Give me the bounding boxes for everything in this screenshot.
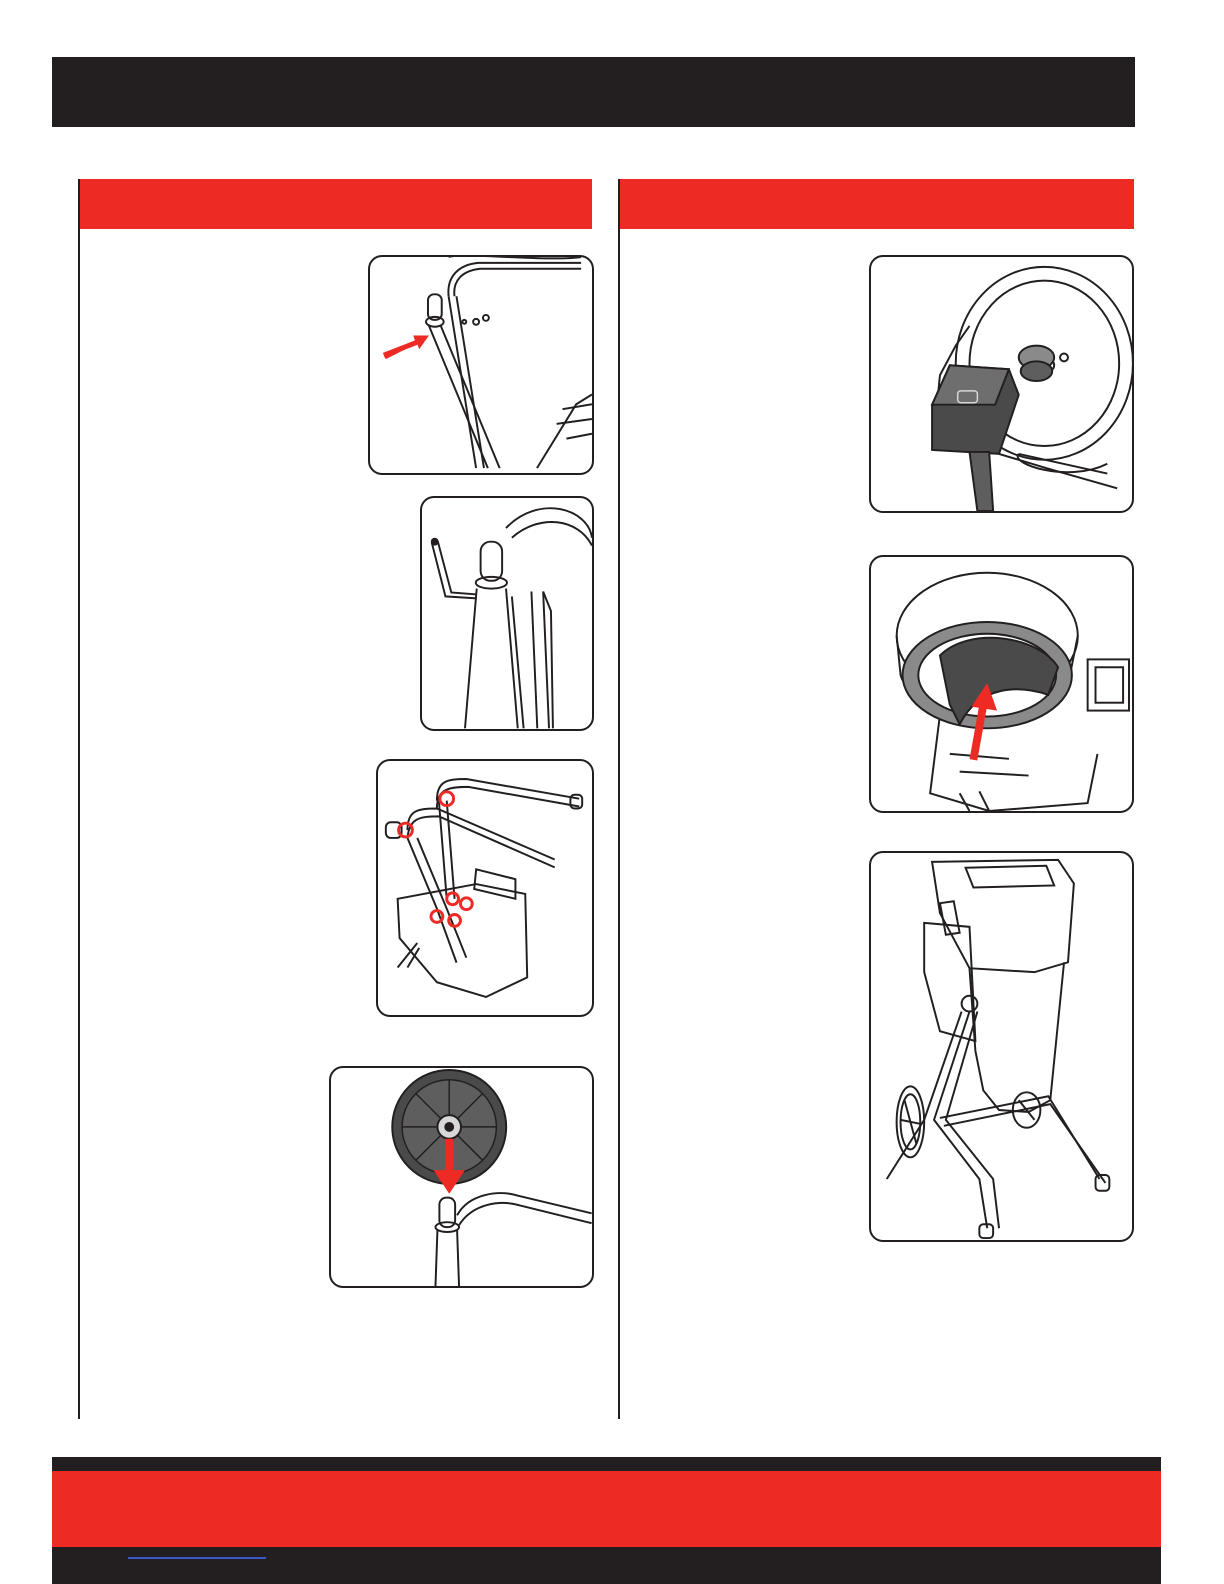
- footer-red-band: [52, 1471, 1161, 1547]
- hammer-hubcap-illustration: [871, 257, 1132, 511]
- leg-tube-spacer-illustration: [370, 257, 592, 473]
- page-header-bar: [52, 57, 1135, 127]
- figure-leg-tube-spacer: [368, 255, 594, 475]
- hubcap-push-illustration: [871, 557, 1132, 811]
- wheel-onto-axle-illustration: [331, 1068, 592, 1286]
- assembled-shredder-illustration: [871, 853, 1132, 1240]
- footer-link-underline: [128, 1557, 266, 1559]
- figure-stand-bolt-positions: [376, 759, 594, 1017]
- footer-top-strip: [52, 1457, 1161, 1471]
- figure-wheel-onto-axle: [329, 1066, 594, 1288]
- figure-hubcap-push: [869, 555, 1134, 813]
- footer-bottom-strip: [52, 1547, 1161, 1584]
- left-column-rule: [78, 179, 80, 1419]
- right-column-rule: [618, 179, 620, 1419]
- figure-hex-key-insertion: [420, 496, 594, 731]
- right-section-header: [620, 179, 1134, 229]
- figure-assembled-shredder: [869, 851, 1134, 1242]
- left-section-header: [80, 179, 592, 229]
- figure-hammer-hubcap: [869, 255, 1134, 513]
- hex-key-illustration: [422, 498, 592, 729]
- stand-bolt-positions-illustration: [378, 761, 592, 1015]
